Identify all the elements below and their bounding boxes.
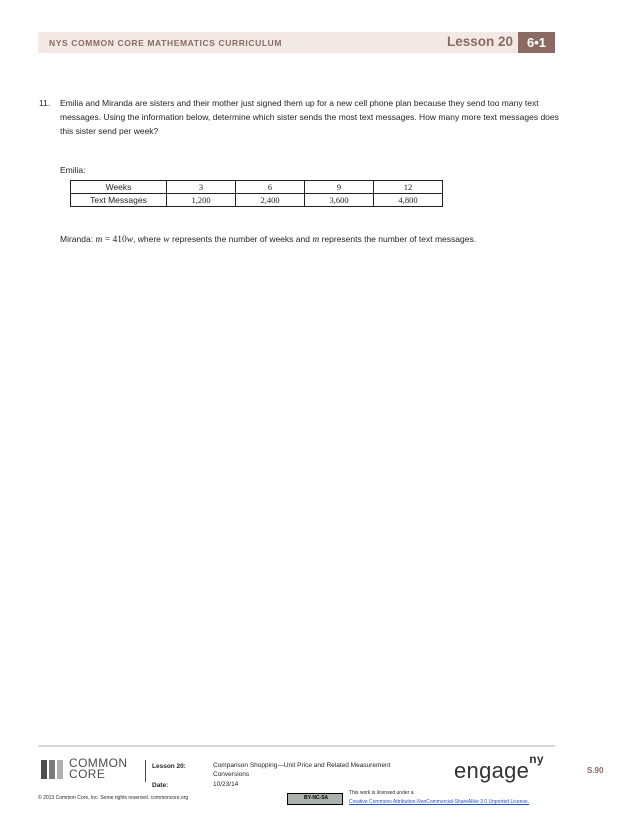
- engage-sup: ny: [529, 751, 544, 766]
- table-header-weeks: Weeks: [71, 181, 167, 194]
- var-w-2: w: [163, 235, 170, 245]
- curriculum-title: NYS COMMON CORE MATHEMATICS CURRICULUM: [49, 38, 283, 48]
- footer-lesson-label: Lesson 20:: [152, 763, 186, 770]
- table-cell: 3,600: [305, 194, 374, 207]
- table-cell: 12: [374, 181, 443, 194]
- table-row: [71, 194, 443, 207]
- footer-date-value: 10/23/14: [213, 781, 239, 788]
- miranda-text-2: represents the number of weeks and: [169, 234, 313, 244]
- page-number: S.90: [587, 766, 604, 775]
- miranda-text-3: represents the number of text messages.: [319, 234, 477, 244]
- footer-date-label: Date:: [152, 782, 169, 789]
- table-row: [71, 181, 443, 194]
- miranda-text-1: , where: [133, 234, 164, 244]
- brand-line-1: COMMON: [69, 756, 128, 770]
- table-cell: 1,200: [167, 194, 236, 207]
- emilia-table: [70, 180, 443, 207]
- table-cell: 2,400: [236, 194, 305, 207]
- copyright: © 2013 Common Core, Inc. Some rights reserved. commoncore.org: [38, 795, 189, 801]
- engage-text: engage: [454, 758, 530, 783]
- table-cell: 3: [167, 181, 236, 194]
- miranda-label: Miranda:: [60, 234, 94, 244]
- footer-lesson-line-2: Conversions: [213, 771, 250, 778]
- footer-rule: [38, 745, 555, 747]
- var-m: m: [95, 235, 103, 245]
- footer-lesson-value: [213, 761, 390, 779]
- creative-commons-badge-icon: [287, 793, 343, 805]
- cc-badge-text: BY-NC-SA: [304, 795, 329, 801]
- equals-sign: =: [104, 235, 111, 245]
- problem-text: Emilia and Miranda are sisters and their mother just signed them up for a new cell phone plan because they send too many text messages. Using the information below, determine which sister sends the most text messages. How many more text messages does this sister send per week?: [60, 98, 559, 136]
- table-header-text-messages: Text Messages: [71, 194, 167, 207]
- miranda-equation: [60, 234, 476, 245]
- lesson-title: Lesson 20: [447, 34, 514, 49]
- table-cell: 9: [305, 181, 374, 194]
- common-core-brand: [69, 758, 127, 780]
- footer-divider: [145, 760, 146, 782]
- engageny-logo: [454, 751, 544, 784]
- var-w: w: [126, 235, 134, 245]
- grade-module-badge: 6•1: [518, 32, 555, 53]
- problem-number: 11.: [39, 98, 51, 108]
- license-link[interactable]: Creative Commons Attribution-NonCommercial-ShareAlike 3.0 Unported License.: [349, 799, 530, 805]
- emilia-label: Emilia:: [60, 165, 86, 175]
- table-cell: 4,800: [374, 194, 443, 207]
- footer-lesson-line-1: Comparison Shopping—Unit Price and Related Measurement: [213, 762, 391, 769]
- coefficient: 410: [112, 235, 127, 245]
- brand-line-2: CORE: [69, 767, 106, 781]
- license-text: This work is licensed under a: [349, 790, 414, 796]
- table-cell: 6: [236, 181, 305, 194]
- var-m-2: m: [312, 235, 320, 245]
